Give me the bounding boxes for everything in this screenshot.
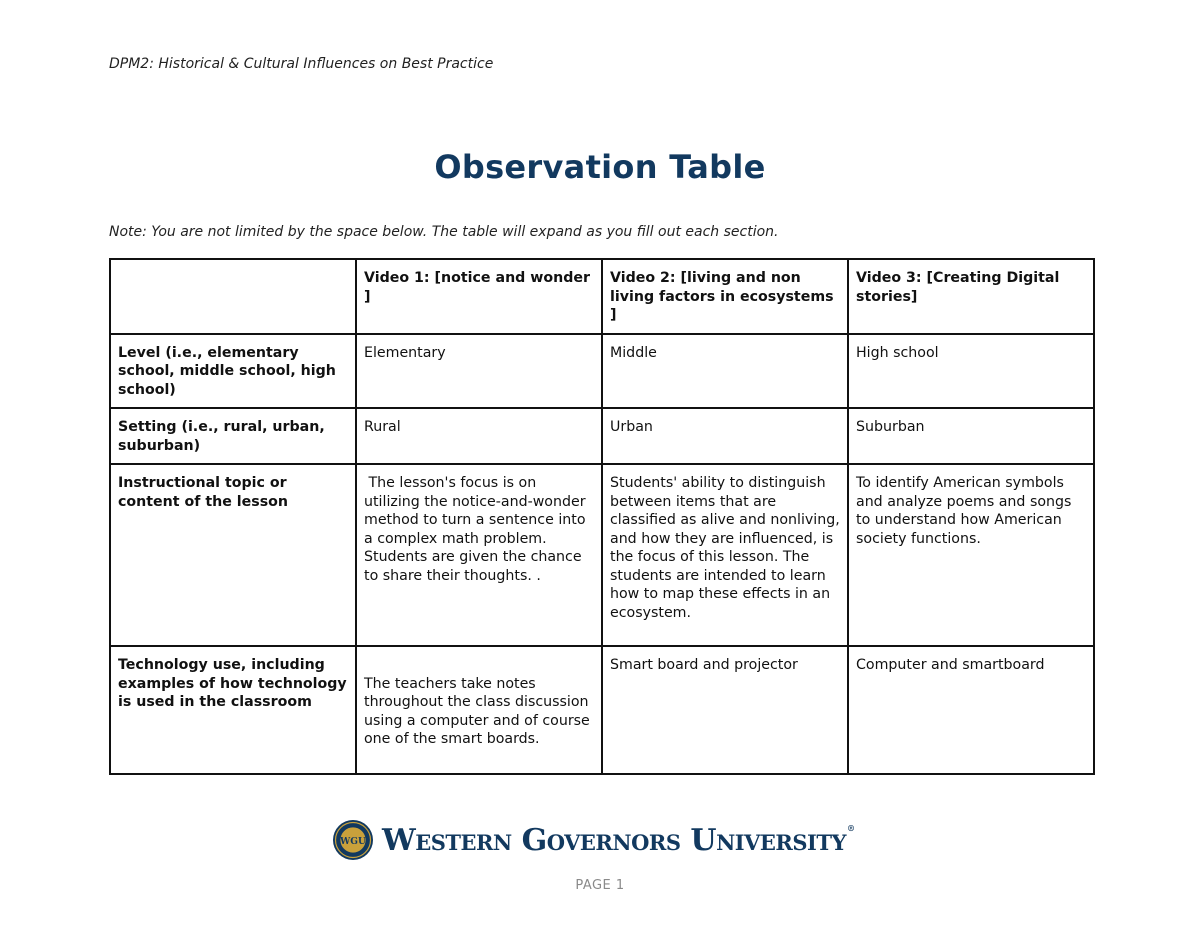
seal-text: WGU xyxy=(340,837,366,847)
page-number: PAGE 1 xyxy=(575,878,625,893)
table-cell: Students' ability to distinguish between items that are classified as alive and nonliving, and how they are influenced, is the focus of this lesson. The students are intended to learn how to map these effects in an ecosystem. xyxy=(602,464,848,646)
table-header-row xyxy=(110,259,1094,334)
table-cell: To identify American symbols and analyze poems and songs to understand how American society functions. xyxy=(848,464,1094,646)
wordmark-text: Western Governors University xyxy=(382,822,846,858)
table-cell: The lesson's focus is on utilizing the notice-and-wonder method to turn a sentence into a complex math problem. Students are given the chance to share their thoughts. . xyxy=(356,464,602,646)
row-label-level: Level (i.e., elementary school, middle school, high school) xyxy=(110,334,356,409)
row-label-technology: Technology use, including examples of how technology is used in the classroom xyxy=(110,646,356,774)
table-cell: Urban xyxy=(602,408,848,464)
row-label-topic: Instructional topic or content of the lesson xyxy=(110,464,356,646)
table-row-setting xyxy=(110,408,1094,464)
cell-text: The teachers take notes throughout the class discussion using a computer and of course one of the smart boards. xyxy=(364,675,590,747)
table-cell: High school xyxy=(848,334,1094,409)
header-cell-video-3: Video 3: [Creating Digital stories] xyxy=(848,259,1094,334)
row-label-setting: Setting (i.e., rural, urban, suburban) xyxy=(110,408,356,464)
table-cell: Rural xyxy=(356,408,602,464)
document-header: DPM2: Historical & Cultural Influences on Best Practice xyxy=(109,56,494,72)
table-row-topic xyxy=(110,464,1094,646)
table-cell: Middle xyxy=(602,334,848,409)
wgu-wordmark xyxy=(382,823,854,858)
wgu-seal-icon xyxy=(332,819,374,861)
table-note: Note: You are not limited by the space below. The table will expand as you fill out each section. xyxy=(109,224,779,240)
header-cell-empty xyxy=(110,259,356,334)
wgu-logo xyxy=(332,818,854,862)
cell-spacer xyxy=(364,656,594,675)
observation-table xyxy=(109,258,1095,775)
header-cell-video-2: Video 2: [living and non living factors in ecosystems ] xyxy=(602,259,848,334)
table-cell: Suburban xyxy=(848,408,1094,464)
table-row-technology xyxy=(110,646,1094,774)
table-cell: Elementary xyxy=(356,334,602,409)
table-row-level xyxy=(110,334,1094,409)
header-cell-video-1: Video 1: [notice and wonder ] xyxy=(356,259,602,334)
trademark-symbol: ® xyxy=(846,822,855,833)
table-cell: Smart board and projector xyxy=(602,646,848,774)
page-title: Observation Table xyxy=(434,148,766,186)
table-cell xyxy=(356,646,602,774)
table-cell: Computer and smartboard xyxy=(848,646,1094,774)
